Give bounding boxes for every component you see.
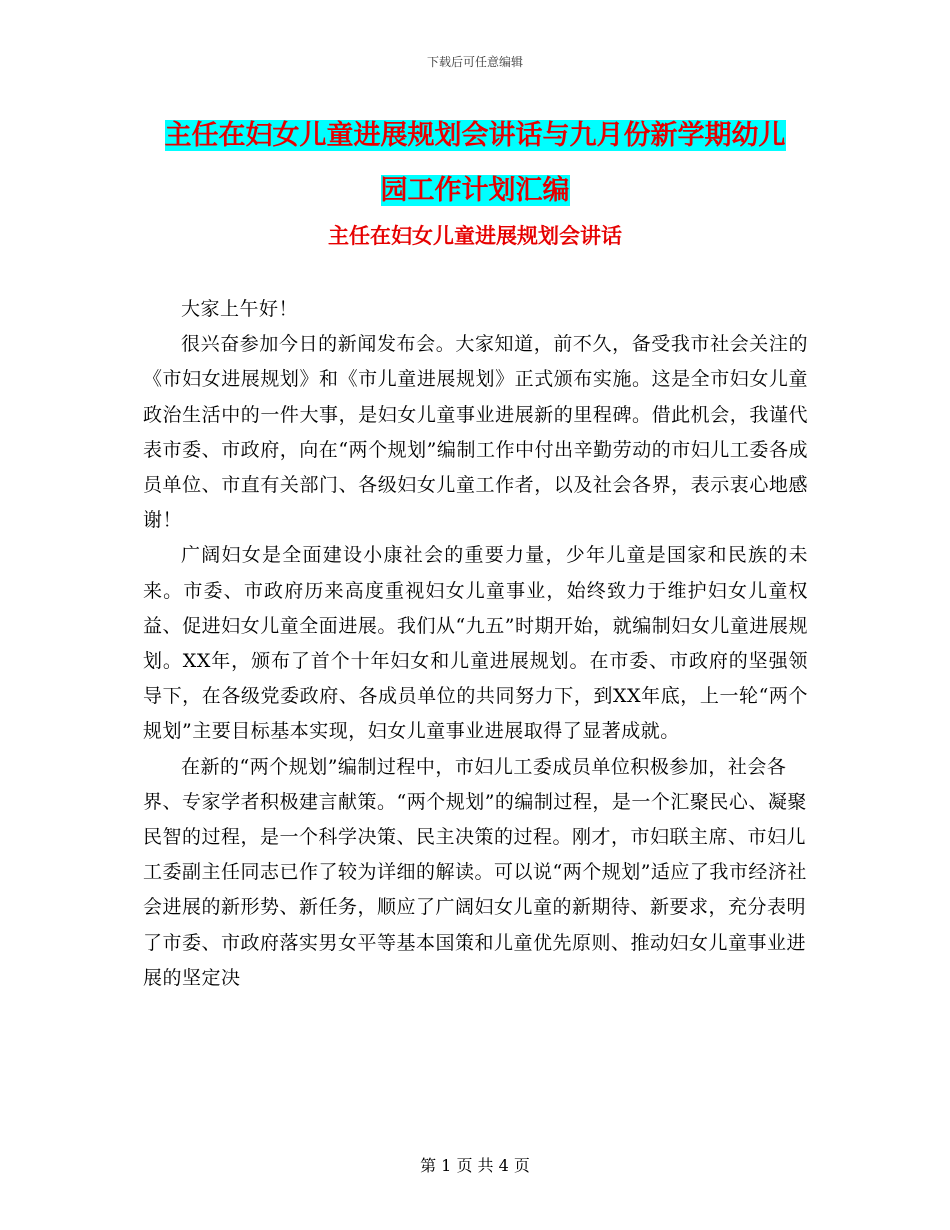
paragraph: 在新的“两个规划”编制过程中，市妇儿工委成员单位积极参加，社会各界、专家学者积极建言献策。“两个规划”的编制过程，是一个汇聚民心、凝聚民智的过程，是一个科学决策、民主决策的过程。刚才，市妇联主席、市妇儿工委副主任同志已作了较为详细的解读。可以说“两个规划”适应了我市经济社会进展的新形势、新任务，顺应了广阔妇女儿童的新期待、新要求，充分表明了市委、市政府落实男女平等基本国策和儿童优先原则、推动妇女儿童事业进展的坚定决	[143, 755, 807, 989]
header-note: 下载后可任意编辑	[426, 55, 523, 69]
paragraph: 很兴奋参加今日的新闻发布会。大家知道，前不久，备受我市社会关注的《市妇女进展规划》和《市儿童进展规划》正式颁布实施。这是全市妇女儿童政治生活中的一件大事，是妇女儿童事业进展新的里程碑。借此机会，我谨代表市委、市政府，向在“两个规划”编制工作中付出辛勤劳动的市妇儿工委各成员单位、市直有关部门、各级妇女儿童工作者，以及社会各界，表示衷心地感谢！	[143, 333, 808, 532]
section-title: 主任在妇女儿童进展规划会讲话	[328, 224, 622, 248]
paragraph-greeting: 大家上午好！	[181, 298, 299, 320]
paragraph: 广阔妇女是全面建设小康社会的重要力量，少年儿童是国家和民族的未来。市委、市政府历来高度重视妇女儿童事业，始终致力于维护妇女儿童权益、促进妇女儿童全面进展。我们从“九五”时期开始，就编制妇女儿童进展规划。XX年，颁布了首个十年妇女和儿童进展规划。在市委、市政府的坚强领导下，在各级党委政府、各成员单位的共同努力下，到XX年底，上一轮“两个规划”主要目标基本实现，妇女儿童事业进展取得了显著成就。	[143, 544, 808, 743]
document-title-line1: 主任在妇女儿童进展规划会讲话与九月份新学期幼儿	[164, 120, 786, 151]
body-text	[143, 292, 808, 996]
page-footer: 第 1 页 共 4 页	[420, 1156, 530, 1175]
document-title	[140, 108, 810, 218]
document-title-line2: 园工作计划汇编	[380, 175, 570, 206]
